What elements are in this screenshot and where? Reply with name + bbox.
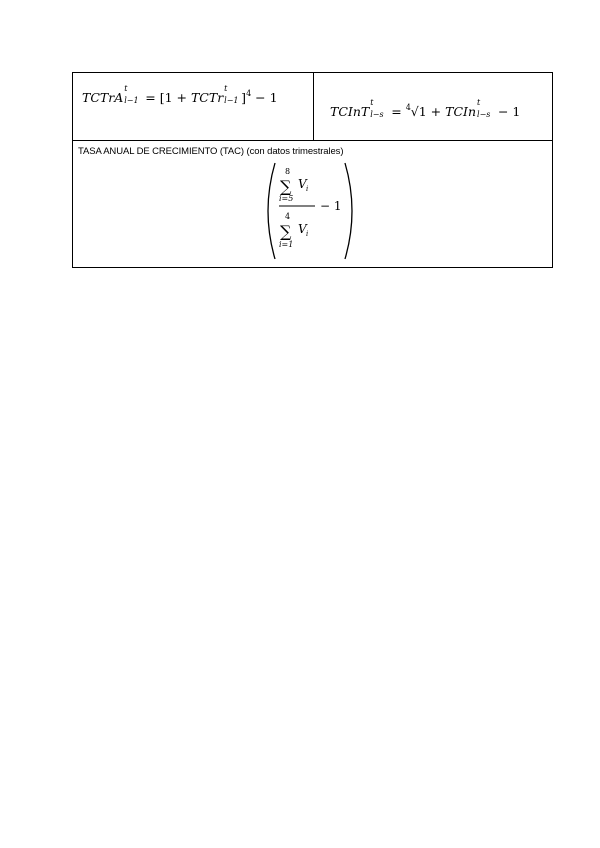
tcint-root-one: 1 + xyxy=(418,104,446,119)
tcint-inner-sub: l−s xyxy=(477,110,491,119)
sigma-icon: ∑ xyxy=(280,177,292,196)
tctra-lhs: TCTrA xyxy=(82,90,124,105)
right-paren-icon xyxy=(345,163,352,259)
formula-cell-tctra xyxy=(73,73,314,140)
tcint-inner-scripts xyxy=(476,98,494,119)
tcint-inner: TCIn xyxy=(445,104,477,119)
tac-caption: TASA ANUAL DE CRECIMIENTO (TAC) (con datos trimestrales) xyxy=(78,146,344,157)
tcint-root-index: 4 xyxy=(405,103,411,112)
num-sum-upper: 8 xyxy=(285,167,291,176)
formula-tctra xyxy=(82,84,278,105)
den-sum-upper: 4 xyxy=(285,212,291,221)
den-sum-lower: i=1 xyxy=(279,240,294,249)
tac-formula xyxy=(263,161,363,261)
tctra-inner-sup: t xyxy=(224,84,228,93)
tcint-eq: = xyxy=(391,104,402,119)
tcint-lhs: TCInT xyxy=(330,104,370,119)
tctra-tail: − 1 xyxy=(251,90,278,105)
tcint-tail: − 1 xyxy=(494,104,521,119)
tcint-lhs-sub: l−s xyxy=(370,110,384,119)
tctra-lhs-sup: t xyxy=(124,84,128,93)
formula-table xyxy=(72,72,553,268)
sigma-icon: ∑ xyxy=(280,222,292,241)
radical-sign-icon: √ xyxy=(410,104,419,119)
tcint-lhs-sup: t xyxy=(370,98,374,107)
tctra-eq: = xyxy=(145,90,156,105)
formula-tcint xyxy=(330,98,521,119)
tctra-lhs-sub: l−1 xyxy=(124,96,139,105)
tctra-inner-scripts xyxy=(223,84,241,105)
tctra-close-bracket: ] xyxy=(241,90,247,105)
left-paren-icon xyxy=(268,163,275,259)
tac-tail: − 1 xyxy=(320,199,342,213)
tctra-inner-sub: l−1 xyxy=(224,96,239,105)
num-term: V xyxy=(298,177,307,191)
formula-row-top xyxy=(73,73,552,141)
tcint-lhs-scripts xyxy=(369,98,387,119)
tctra-open-bracket: [1 + xyxy=(159,90,191,105)
tcint-inner-sup: t xyxy=(477,98,481,107)
tctra-lhs-scripts xyxy=(123,84,141,105)
tctra-power: 4 xyxy=(246,89,252,98)
den-term-sub: i xyxy=(306,230,309,238)
formula-row-bottom xyxy=(73,141,552,267)
num-sum-lower: i=5 xyxy=(279,194,294,203)
tctra-inner: TCTr xyxy=(190,90,224,105)
den-term: V xyxy=(298,222,307,236)
formula-cell-tcint xyxy=(314,73,552,140)
num-term-sub: i xyxy=(306,185,309,193)
